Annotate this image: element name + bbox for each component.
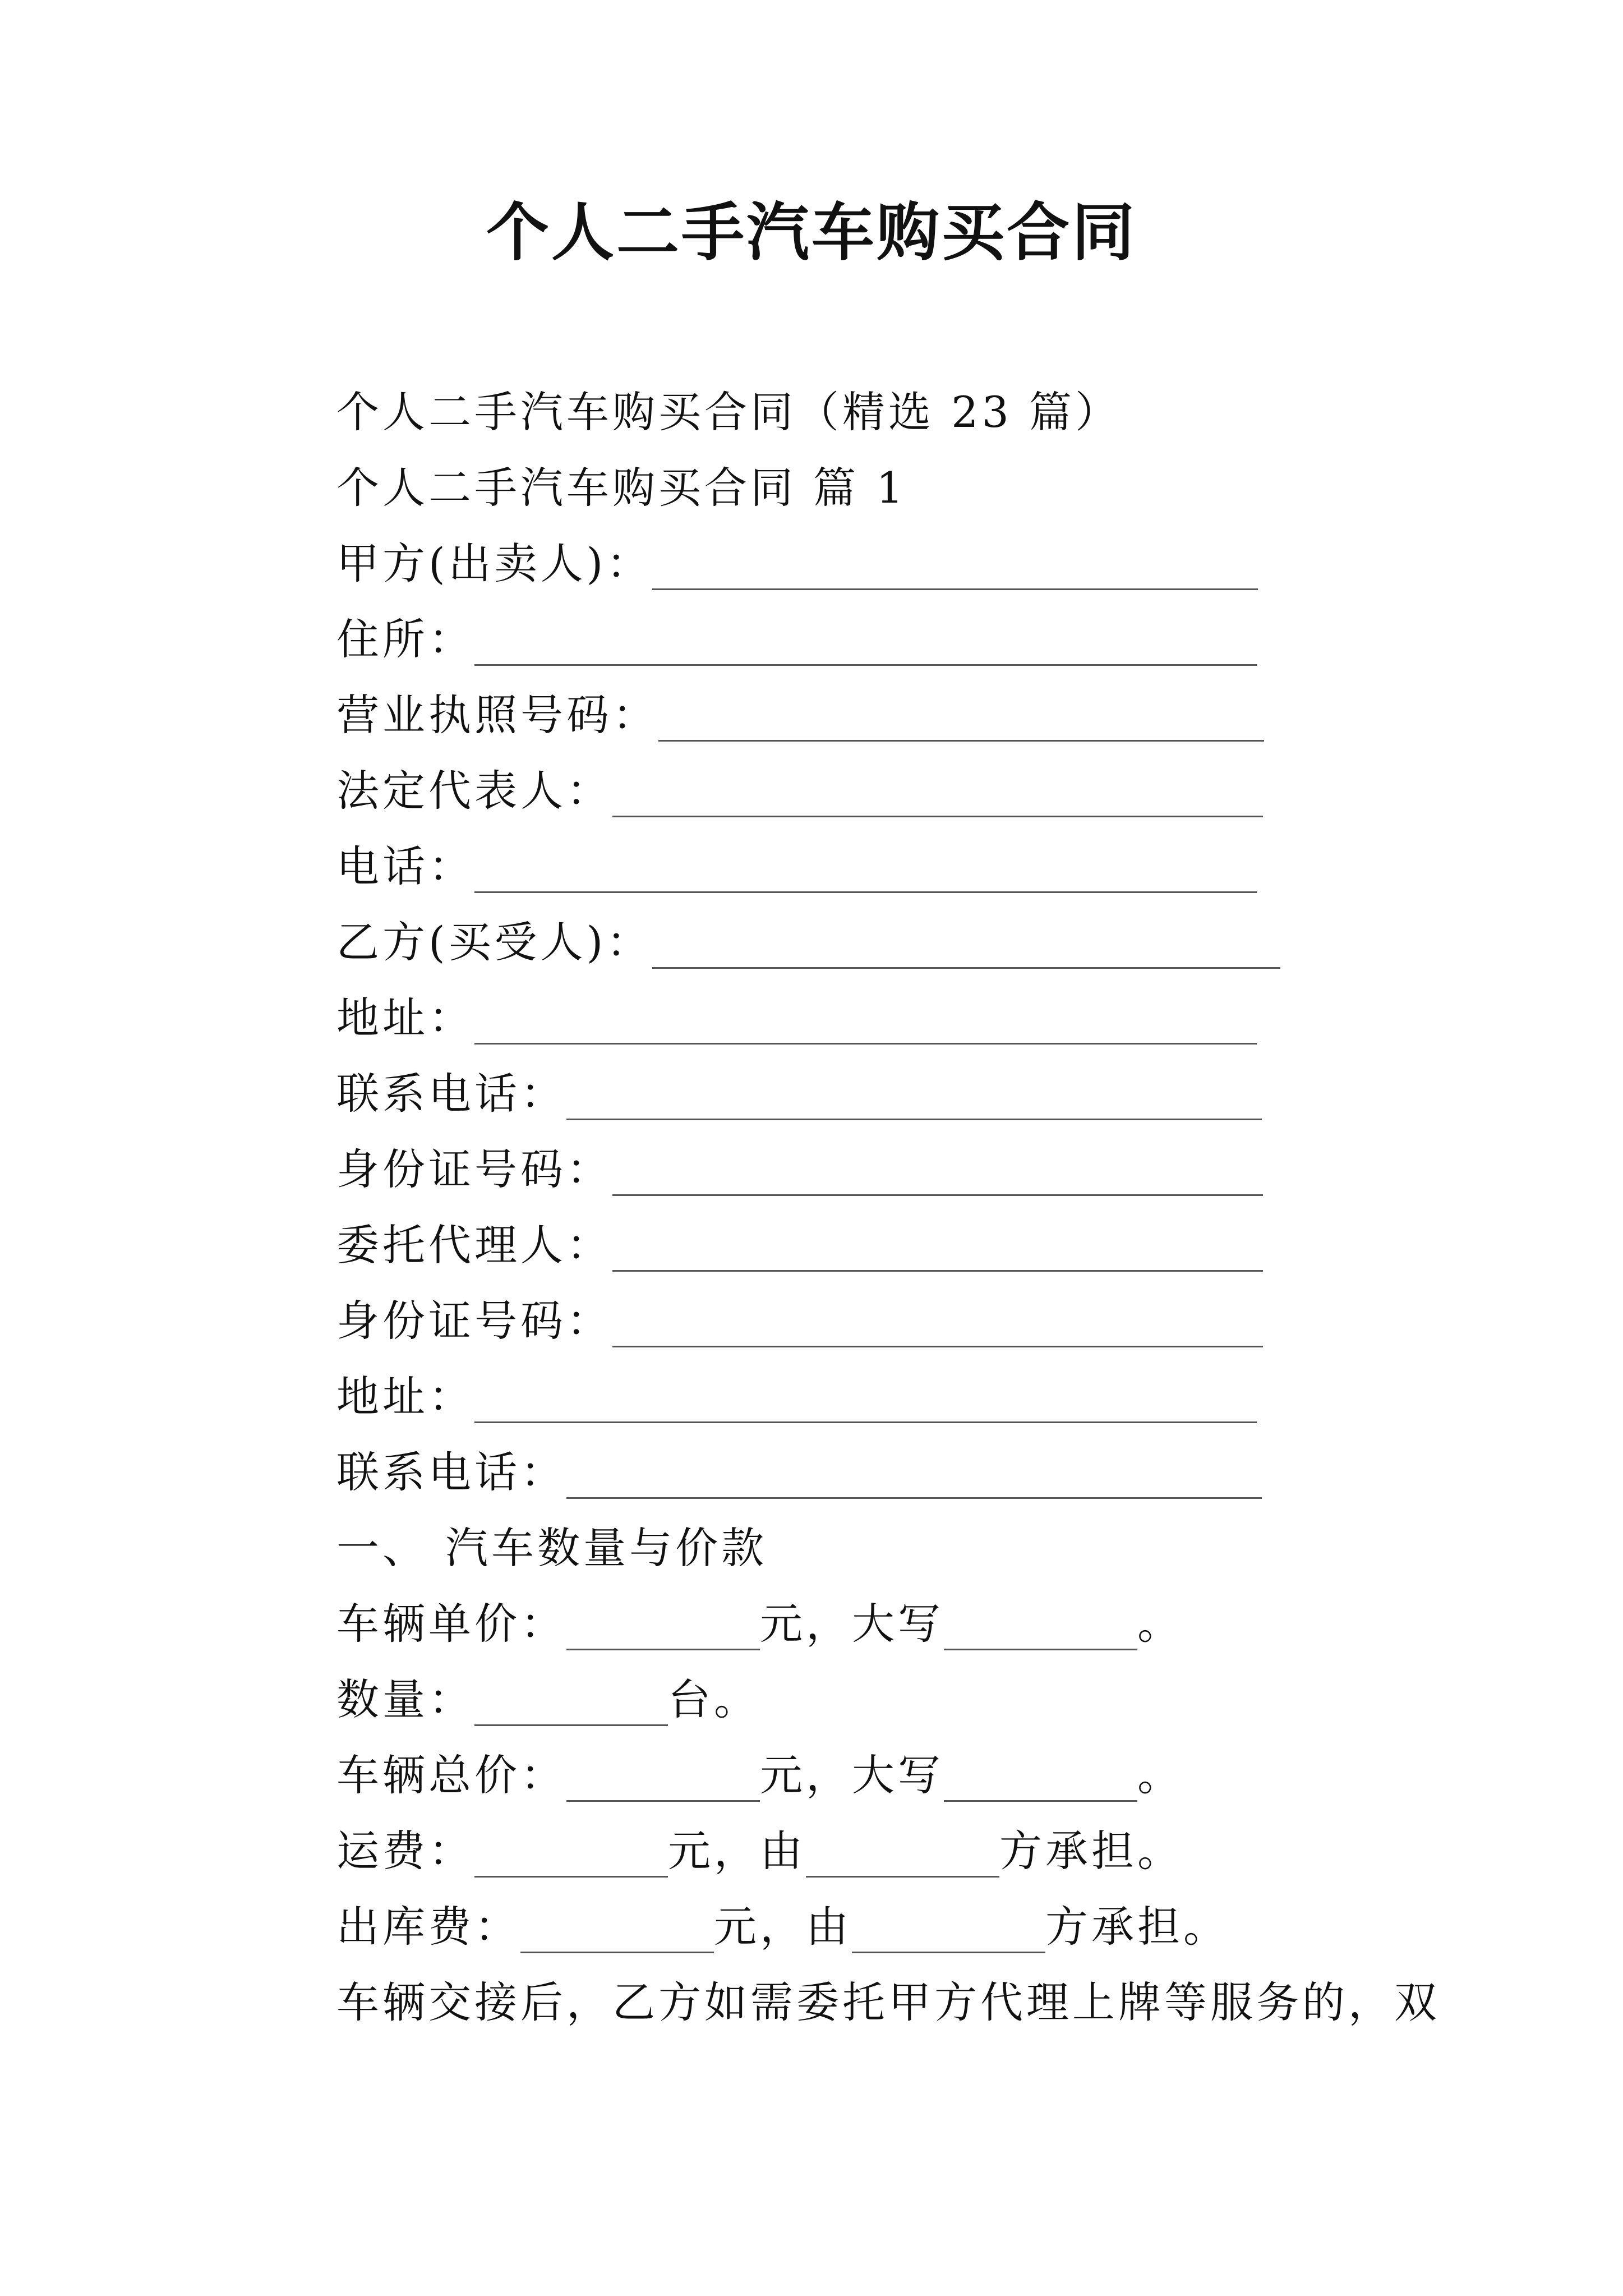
section-heading-text: 个人二手汽车购买合同 篇 1 — [336, 463, 907, 513]
outbound-fee-unit: 元，由 — [714, 1902, 852, 1952]
total-price-end: 。 — [1137, 1750, 1183, 1800]
party-b-id-field[interactable] — [612, 1144, 1263, 1196]
legal-rep-field[interactable] — [612, 765, 1263, 817]
total-price-label: 车辆总价： — [336, 1750, 566, 1800]
party-a-field[interactable] — [652, 538, 1258, 590]
quantity-unit: 台。 — [668, 1674, 760, 1724]
total-price-words-field[interactable] — [944, 1750, 1137, 1802]
outbound-fee-label: 出库费： — [336, 1902, 520, 1952]
subtitle-text: 个人二手汽车购买合同（精选 23 篇） — [336, 387, 1122, 437]
party-b-id-label: 身份证号码： — [336, 1144, 612, 1194]
agent-row — [336, 1214, 1263, 1276]
agent-phone-label: 联系电话： — [336, 1447, 566, 1497]
unit-price-words-field[interactable] — [944, 1598, 1137, 1650]
outbound-fee-row — [336, 1896, 1229, 1958]
party-b-field[interactable] — [652, 917, 1280, 969]
agent-address-field[interactable] — [474, 1371, 1257, 1423]
unit-price-field[interactable] — [566, 1598, 760, 1650]
freight-row — [336, 1820, 1183, 1882]
subtitle — [336, 381, 1121, 443]
agent-address-label: 地址： — [336, 1372, 474, 1421]
party-a-phone-row — [336, 836, 1257, 898]
outbound-fee-party-field[interactable] — [852, 1901, 1045, 1953]
outbound-fee-end: 方承担。 — [1045, 1902, 1229, 1952]
license-field[interactable] — [658, 689, 1264, 742]
delivery-paragraph — [336, 1972, 1440, 2033]
party-a-row — [336, 533, 1258, 595]
party-b-contact-field[interactable] — [566, 1068, 1262, 1120]
party-b-label: 乙方(买受人)： — [336, 917, 653, 967]
party-b-contact-row — [336, 1063, 1262, 1125]
legal-rep-label: 法定代表人： — [336, 766, 612, 816]
freight-end: 方承担。 — [999, 1826, 1183, 1876]
agent-id-row — [336, 1290, 1263, 1352]
quantity-label: 数量： — [336, 1674, 474, 1724]
total-price-unit: 元，大写 — [760, 1750, 944, 1800]
unit-price-label: 车辆单价： — [336, 1599, 566, 1649]
total-price-field[interactable] — [566, 1750, 760, 1802]
party-b-address-row — [336, 987, 1257, 1049]
total-price-row — [336, 1745, 1183, 1806]
party-a-phone-field[interactable] — [474, 841, 1257, 893]
freight-party-field[interactable] — [806, 1825, 999, 1878]
agent-phone-field[interactable] — [566, 1447, 1262, 1499]
agent-id-field[interactable] — [612, 1295, 1263, 1347]
agent-field[interactable] — [612, 1220, 1263, 1272]
party-b-contact-label: 联系电话： — [336, 1069, 566, 1119]
unit-price-row — [336, 1593, 1183, 1655]
party-a-address-label: 住所： — [336, 614, 474, 664]
license-label: 营业执照号码： — [336, 690, 658, 740]
party-b-address-field[interactable] — [474, 992, 1257, 1045]
party-a-label: 甲方(出卖人)： — [336, 539, 653, 588]
party-a-phone-label: 电话： — [336, 841, 474, 891]
party-a-address-field[interactable] — [474, 614, 1257, 666]
freight-unit: 元，由 — [668, 1826, 806, 1876]
delivery-text: 车辆交接后，乙方如需委托甲方代理上牌等服务的，双 — [336, 1977, 1440, 2027]
section-heading — [336, 457, 907, 519]
party-a-address-row — [336, 609, 1257, 670]
license-row — [336, 684, 1264, 746]
agent-id-label: 身份证号码： — [336, 1296, 612, 1346]
agent-label: 委托代理人： — [336, 1220, 612, 1270]
agent-address-row — [336, 1366, 1257, 1428]
freight-field[interactable] — [474, 1825, 668, 1878]
party-b-address-label: 地址： — [336, 993, 474, 1043]
party-b-id-row — [336, 1139, 1263, 1200]
clause-1-heading — [336, 1517, 767, 1579]
quantity-field[interactable] — [474, 1674, 668, 1726]
page-title: 个人二手汽车购买合同 — [486, 196, 1137, 269]
agent-phone-row — [336, 1442, 1262, 1503]
outbound-fee-field[interactable] — [520, 1901, 714, 1953]
freight-label: 运费： — [336, 1826, 474, 1876]
legal-rep-row — [336, 760, 1263, 822]
unit-price-end: 。 — [1137, 1599, 1183, 1649]
clause-1-heading-text: 一、 汽车数量与价款 — [336, 1523, 768, 1573]
quantity-row — [336, 1669, 760, 1731]
party-b-row — [336, 912, 1280, 973]
unit-price-unit: 元，大写 — [760, 1599, 944, 1649]
